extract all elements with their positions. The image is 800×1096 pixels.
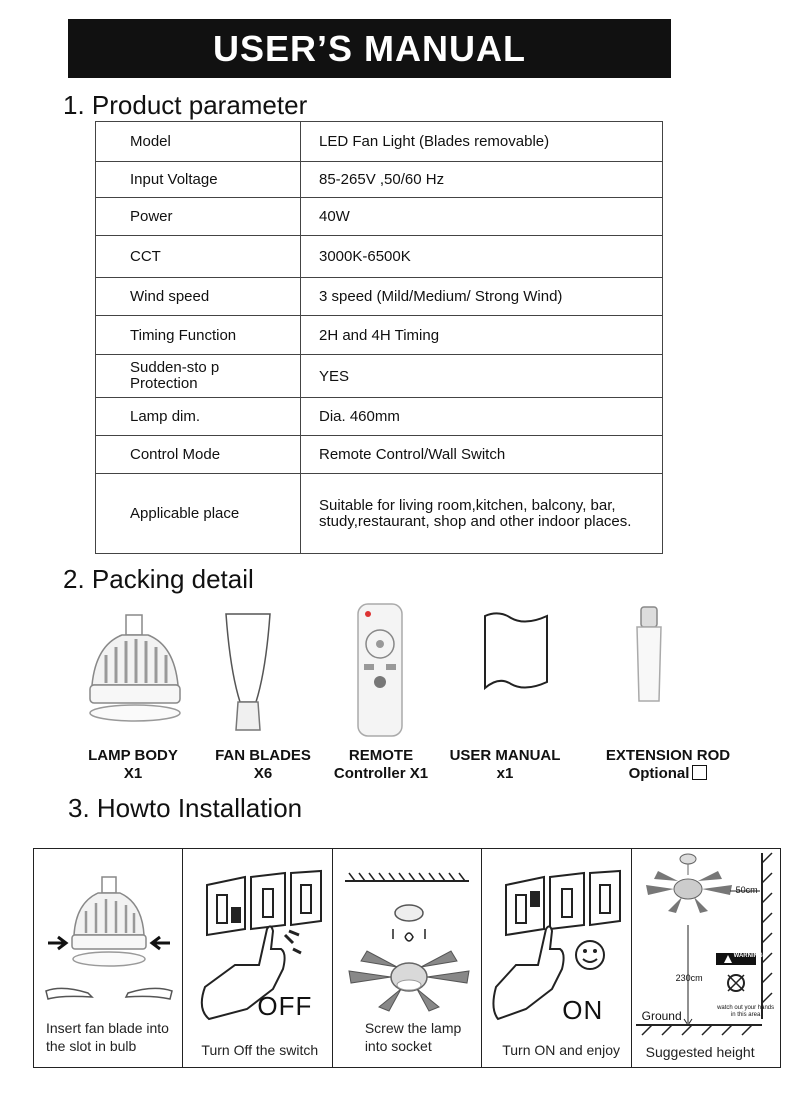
packing-label-remote <box>326 747 436 783</box>
step-caption: Turn Off the switch <box>201 1042 319 1058</box>
param-value: Suitable for living room,kitchen, balcony, bar, study,restaurant, shop and other indoor places. <box>301 474 663 554</box>
step-caption: Turn ON and enjoy <box>502 1042 620 1058</box>
param-label: Applicable place <box>96 474 301 554</box>
table-row <box>96 436 663 474</box>
fan-blade-icon <box>220 610 280 735</box>
table-row <box>96 316 663 355</box>
param-value: LED Fan Light (Blades removable) <box>301 122 663 162</box>
on-label: ON <box>562 995 604 1025</box>
manual-title: USER’S MANUAL <box>212 27 526 69</box>
packing-line1: USER MANUAL <box>449 747 561 764</box>
packing-line1: EXTENSION ROD <box>605 747 731 764</box>
param-value: YES <box>301 355 663 398</box>
dim-50cm: 50cm <box>735 885 758 895</box>
remote-icon <box>356 602 404 739</box>
packing-line2: x1 <box>496 765 514 782</box>
ground-label: Ground <box>641 1009 682 1023</box>
param-label: Model <box>96 122 301 162</box>
step-caption: Suggested height <box>645 1044 755 1060</box>
param-value: 3000K-6500K <box>301 236 663 278</box>
param-label: Wind speed <box>96 278 301 316</box>
param-label: CCT <box>96 236 301 278</box>
install-step-2 <box>183 849 332 1067</box>
param-value: Remote Control/Wall Switch <box>301 436 663 474</box>
packing-label-user-manual <box>442 747 568 783</box>
packing-line2: X1 <box>123 765 143 782</box>
off-label: OFF <box>257 991 313 1021</box>
packing-line1: REMOTE <box>348 747 414 764</box>
packing-line2-text: Optional <box>628 765 690 782</box>
param-value: 2H and 4H Timing <box>301 316 663 355</box>
table-row <box>96 122 663 162</box>
section-title-product: 1. Product parameter <box>63 90 308 120</box>
warning-note: watch out your hands in this area <box>717 1005 775 1018</box>
param-value: 85-265V ,50/60 Hz <box>301 162 663 198</box>
smiley-icon <box>576 941 604 969</box>
packing-line2: Controller X1 <box>333 765 429 782</box>
hand-icon <box>494 926 564 1019</box>
param-label: Sudden-sto p Protection <box>96 355 301 398</box>
optional-checkbox[interactable] <box>692 765 707 780</box>
parameter-table <box>95 121 663 554</box>
section-title-packing: 2. Packing detail <box>63 564 254 594</box>
step-caption: Insert fan blade into the slot in bulb <box>46 1020 169 1054</box>
table-row <box>96 355 663 398</box>
param-value: 3 speed (Mild/Medium/ Strong Wind) <box>301 278 663 316</box>
packing-line2 <box>598 765 738 783</box>
table-row <box>96 474 663 554</box>
packing-label-lamp-body <box>80 747 186 783</box>
install-step-3 <box>333 849 482 1067</box>
installation-steps <box>33 848 781 1068</box>
dim-230cm: 230cm <box>675 973 703 983</box>
param-label: Power <box>96 198 301 236</box>
param-label: Input Voltage <box>96 162 301 198</box>
manual-title-banner <box>68 19 671 78</box>
param-label: Timing Function <box>96 316 301 355</box>
table-row <box>96 198 663 236</box>
packing-line2: X6 <box>253 765 273 782</box>
lamp-body-icon <box>86 605 186 735</box>
lamp-body-icon <box>42 871 176 1011</box>
step-caption: Screw the lamp into socket <box>364 1020 462 1054</box>
extension-rod-icon <box>629 605 669 705</box>
param-value: 40W <box>301 198 663 236</box>
param-label: Lamp dim. <box>96 398 301 436</box>
table-row <box>96 236 663 278</box>
install-step-5 <box>632 849 780 1067</box>
param-label: Control Mode <box>96 436 301 474</box>
install-step-1 <box>34 849 183 1067</box>
table-row <box>96 278 663 316</box>
wall-switch-icon <box>488 869 628 1039</box>
packing-label-extension-rod <box>598 747 738 783</box>
warning-label: WARNING <box>733 953 763 959</box>
install-step-4 <box>482 849 631 1067</box>
packing-line1: FAN BLADES <box>215 747 311 764</box>
table-row <box>96 398 663 436</box>
packing-label-fan-blades <box>208 747 318 783</box>
table-row <box>96 162 663 198</box>
user-manual-icon <box>481 612 553 694</box>
packing-line1: LAMP BODY <box>88 747 178 764</box>
ceiling-socket-icon <box>339 867 479 1017</box>
param-value: Dia. 460mm <box>301 398 663 436</box>
section-title-install: 3. Howto Installation <box>68 793 303 823</box>
